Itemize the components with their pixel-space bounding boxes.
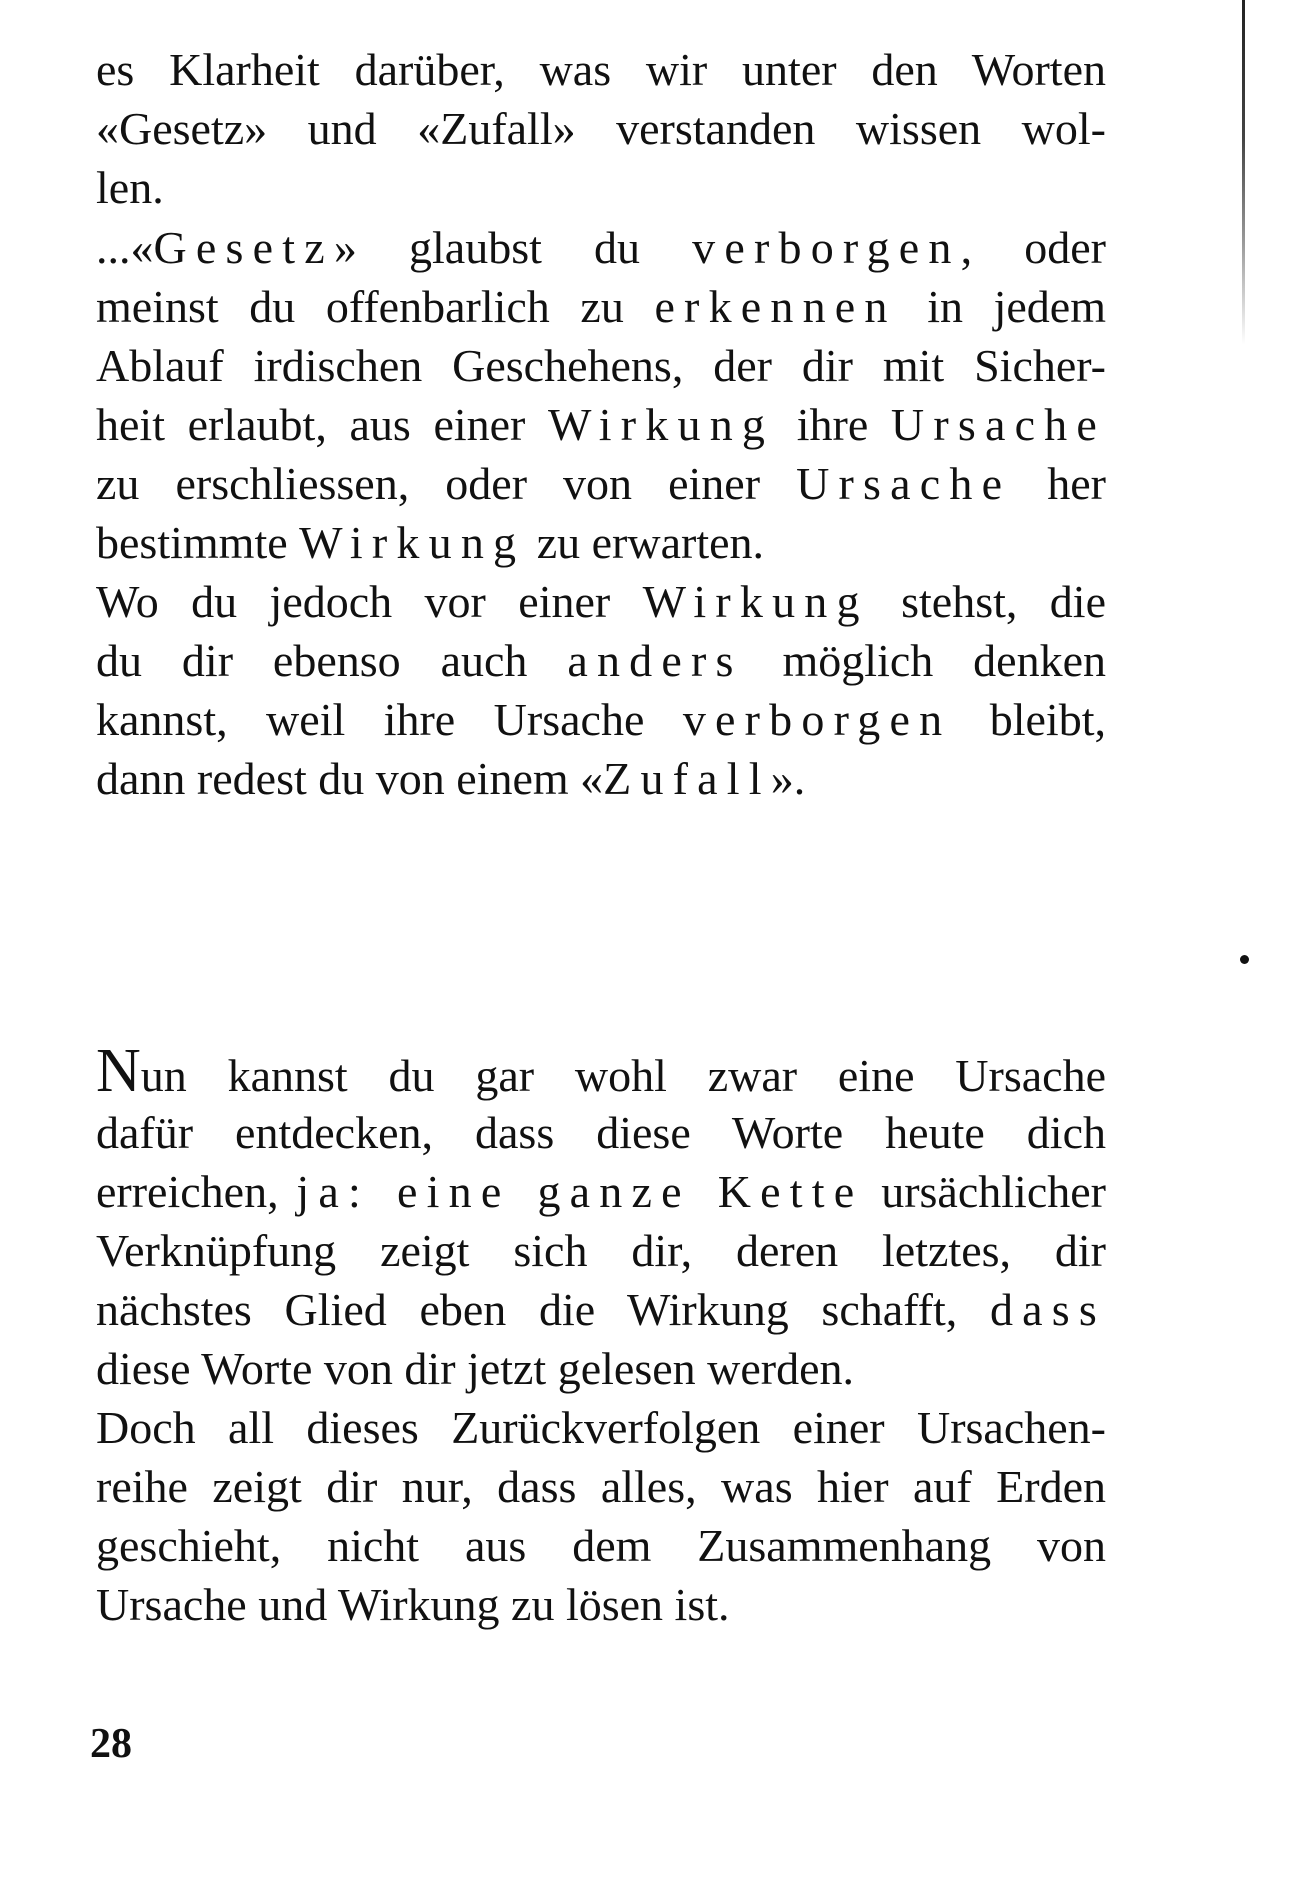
text-run: ...« (96, 222, 154, 273)
text-run: in jedem (896, 281, 1106, 332)
text-run: ». (770, 753, 806, 804)
text-line (96, 1099, 1106, 1167)
text-line (96, 36, 1106, 104)
text-line (96, 568, 1106, 636)
text-run: es Klarheit darüber, was wir unter den Worten (96, 44, 1106, 95)
text-line (96, 627, 1106, 695)
text-run: diese Worte von dir jetzt gelesen werden. (96, 1343, 855, 1394)
spaced-emphasis: erkennen (654, 281, 897, 332)
text-line (96, 273, 1106, 341)
spaced-emphasis: Ursache (890, 399, 1106, 450)
spaced-emphasis: Zufall (603, 753, 771, 804)
text-run: Wo du jedoch vor einer (96, 576, 643, 627)
page-edge-mark (1242, 0, 1245, 345)
text-line (96, 1512, 1106, 1580)
spaced-emphasis: Wirkung (548, 399, 775, 450)
page-number: 28 (90, 1721, 132, 1767)
text-run: zu erwarten. (525, 517, 765, 568)
text-run: meinst du offenbarlich zu (96, 281, 655, 332)
text-line (96, 1217, 1106, 1285)
spaced-emphasis: Wirkung (642, 576, 869, 627)
spaced-emphasis: Wirkung (299, 517, 526, 568)
text-run: , oder (960, 222, 1106, 273)
text-run: «Gesetz» und «Zufall» verstanden wissen wol- (96, 103, 1106, 154)
text-line (96, 95, 1106, 163)
text-line (96, 1571, 1106, 1639)
text-run: dann redest du von einem « (96, 753, 604, 804)
text-run: kannst, weil ihre Ursache (96, 694, 683, 745)
page-edge-dot (1240, 955, 1249, 964)
text-run: » glaubst du (333, 222, 693, 273)
spaced-emphasis: dass (989, 1284, 1106, 1335)
initial-letter: N (96, 1037, 141, 1105)
text-run: un kannst du gar wohl zwar eine Ursache (140, 1050, 1106, 1101)
spaced-emphasis: verborgen (682, 694, 952, 745)
text-line (96, 1394, 1106, 1462)
spaced-emphasis: anders (567, 635, 743, 686)
text-line (96, 391, 1106, 459)
text-run: möglich denken (742, 635, 1107, 686)
text-line (96, 1335, 1106, 1403)
text-run: zu erschliessen, oder von einer (96, 458, 797, 509)
spaced-emphasis: Gesetz (153, 222, 334, 273)
text-run: erreichen, (96, 1166, 297, 1217)
text-run: stehst, die (868, 576, 1106, 627)
text-run: heit erlaubt, aus einer (96, 399, 549, 450)
text-run: Ursache und Wirkung zu lösen ist. (96, 1579, 730, 1630)
text-line (96, 154, 1106, 222)
text-line (96, 450, 1106, 518)
text-run: ursächlicher (863, 1166, 1106, 1217)
text-run: her (1011, 458, 1106, 509)
text-run: Ablauf irdischen Geschehens, der dir mit Sicher- (96, 340, 1106, 391)
text-run: geschieht, nicht aus dem Zusammenhang von (96, 1520, 1106, 1571)
text-run: Doch all dieses Zurückverfolgen einer Ursachen- (96, 1402, 1106, 1453)
spaced-emphasis: ja: eine ganze Kette (296, 1166, 864, 1217)
text-line (96, 509, 1106, 577)
text-run: ihre (774, 399, 891, 450)
text-run: du dir ebenso auch (96, 635, 568, 686)
text-line (96, 1453, 1106, 1521)
spaced-emphasis: Ursache (796, 458, 1012, 509)
text-line (96, 214, 1106, 282)
text-line (96, 1158, 1106, 1226)
text-line (96, 332, 1106, 400)
text-run: bestimmte (96, 517, 300, 568)
text-run: dafür entdecken, dass diese Worte heute dich (96, 1107, 1106, 1158)
text-run: bleibt, (951, 694, 1106, 745)
text-line (96, 686, 1106, 754)
text-run: Verknüpfung zeigt sich dir, deren letztes, dir (96, 1225, 1106, 1276)
text-line (96, 1276, 1106, 1344)
text-run: nächstes Glied eben die Wirkung schafft, (96, 1284, 990, 1335)
text-run: reihe zeigt dir nur, dass alles, was hier auf Erden (96, 1461, 1106, 1512)
text-line (96, 745, 1106, 813)
text-run: len. (96, 162, 164, 213)
spaced-emphasis: verborgen (692, 222, 961, 273)
